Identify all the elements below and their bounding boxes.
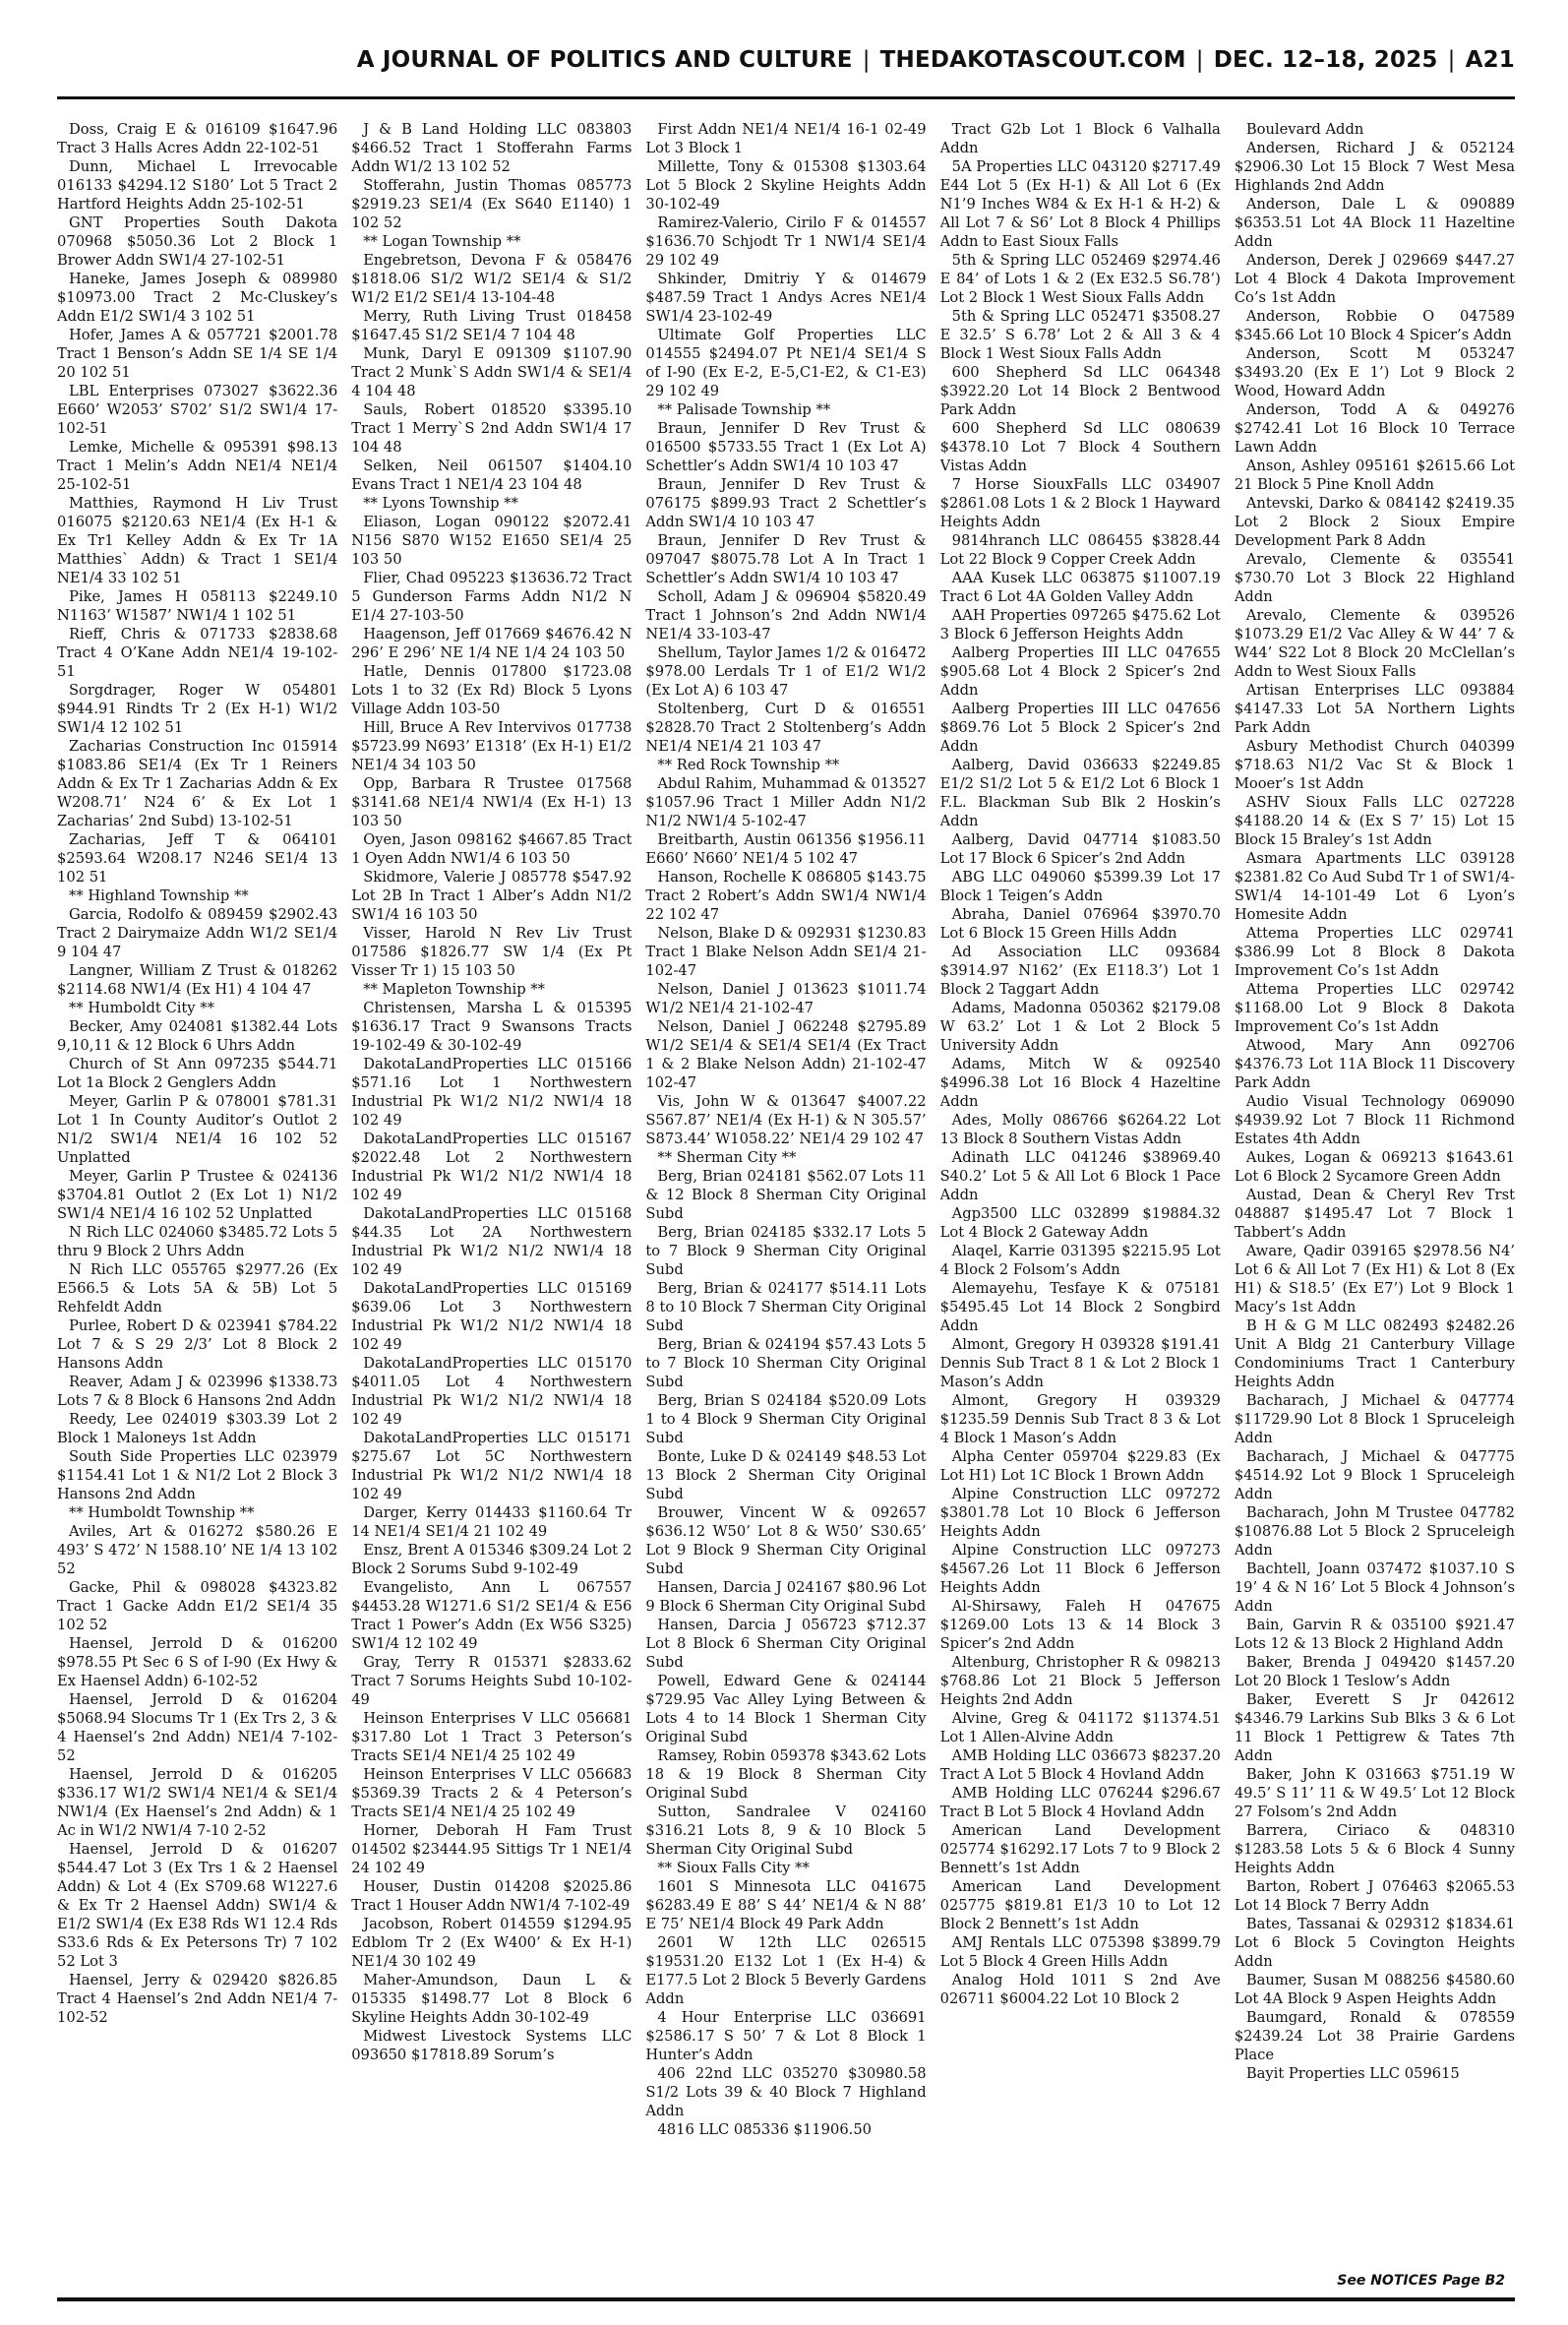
tax-listing: Asmara Apartments LLC 039128 $2381.82 Co Aud Subd Tr 1 of SW1/4-SW1/4 14-101-49 Lot 6 Lyon’s Homesite Addn (1234, 850, 1516, 923)
tax-listing: Bacharach, J Michael & 047774 $11729.90 Lot 8 Block 1 Spruceleigh Addn (1234, 1392, 1516, 1446)
tax-listing: 5A Properties LLC 043120 $2717.49 E44 Lot 5 (Ex H-1) & All Lot 6 (Ex N1’9 Inches W84 & Ex H-1 & H-2) & All Lot 7 & S6’ Lot 8 Block 4 Phillips Addn to East Sioux Falls (939, 158, 1221, 250)
footer-rule (57, 2297, 1515, 2301)
tax-listing: DakotaLandProperties LLC 015166 $571.16 Lot 1 Northwestern Industrial Pk W1/2 N1/2 NW1/4 18 102 49 (351, 1056, 633, 1129)
tax-listing: Selken, Neil 061507 $1404.10 Evans Tract 1 NE1/4 23 104 48 (351, 458, 633, 493)
tax-listing: Hanson, Rochelle K 086805 $143.75 Tract 2 Robert’s Addn SW1/4 NW1/4 22 102 47 (645, 869, 927, 923)
tax-listing: Lemke, Michelle & 095391 $98.13 Tract 1 Melin’s Addn NE1/4 NE1/4 25-102-51 (57, 439, 338, 493)
tax-listing: Aviles, Art & 016272 $580.26 E 493’ S 472’ N 1588.10’ NE 1/4 13 102 52 (57, 1523, 338, 1577)
tax-listing: Nelson, Blake D & 092931 $1230.83 Tract 1 Blake Nelson Addn SE1/4 21- 102-47 (645, 925, 927, 979)
tax-listing: Haneke, James Joseph & 089980 $10973.00 Tract 2 Mc-Cluskey’s Addn E1/2 SW1/4 3 102 51 (57, 271, 338, 325)
tax-listing: ASHV Sioux Falls LLC 027228 $4188.20 14 & (Ex S 7’ 15) Lot 15 Block 15 Braley’s 1st Addn (1234, 794, 1516, 848)
tax-listing: Agp3500 LLC 032899 $19884.32 Lot 4 Block 2 Gateway Addn (939, 1205, 1221, 1241)
tax-listing: Dunn, Michael L Irrevocable 016133 $4294.12 S180’ Lot 5 Tract 2 Hartford Heights Addn 25-102-51 (57, 158, 338, 213)
site-url: THEDAKOTASCOUT.COM (879, 47, 1186, 73)
tax-listing: Anderson, Dale L & 090889 $6353.51 Lot 4A Block 11 Hazeltine Addn (1234, 196, 1516, 250)
tax-listing: Church of St Ann 097235 $544.71 Lot 1a Block 2 Genglers Addn (57, 1056, 338, 1091)
tax-listing: Barrera, Ciriaco & 048310 $1283.58 Lots 5 & 6 Block 4 Sunny Heights Addn (1234, 1822, 1516, 1876)
tax-listing: Ensz, Brent A 015346 $309.24 Lot 2 Block 2 Sorums Subd 9-102-49 (351, 1542, 633, 1577)
tax-listing: Arevalo, Clemente & 039526 $1073.29 E1/2 Vac Alley & W 44’ 7 & W44’ S22 Lot 8 Block 20 McClellan’s Addn to West Sioux Falls (1234, 607, 1516, 680)
column-4 (940, 120, 1221, 2270)
tax-listing: DakotaLandProperties LLC 015168 $44.35 Lot 2A Northwestern Industrial Pk W1/2 N1/2 NW1/4 18 102 49 (351, 1205, 633, 1278)
tax-listing: Baker, John K 031663 $751.19 W 49.5’ S 11’ 11 & W 49.5’ Lot 12 Block 27 Folsom’s 2nd Addn (1234, 1766, 1516, 1820)
tax-listing: Heinson Enterprises V LLC 056681 $317.80 Lot 1 Tract 3 Peterson’s Tracts SE1/4 NE1/4 25 102 49 (351, 1710, 633, 1764)
tax-listing: Meyer, Garlin P & 078001 $781.31 Lot 1 In County Auditor’s Outlot 2 N1/2 SW1/4 NE1/4 16 102 52 Unplatted (57, 1093, 338, 1166)
tax-listing: Anderson, Robbie O 047589 $345.66 Lot 10 Block 4 Spicer’s Addn (1234, 308, 1516, 343)
tax-listing: Heinson Enterprises V LLC 056683 $5369.39 Tracts 2 & 4 Peterson’s Tracts SE1/4 NE1/4 25 102 49 (351, 1766, 633, 1820)
tax-listing: Aalberg, David 047714 $1083.50 Lot 17 Block 6 Spicer’s 2nd Addn (939, 831, 1221, 867)
tax-listing: AMB Holding LLC 076244 $296.67 Tract B Lot 5 Block 4 Hovland Addn (939, 1785, 1221, 1820)
tax-listing: AAH Properties 097265 $475.62 Lot 3 Block 6 Jefferson Heights Addn (939, 607, 1221, 642)
continuation-note: See NOTICES Page B2 (1331, 2273, 1505, 2289)
tax-listing: Andersen, Richard J & 052124 $2906.30 Lot 15 Block 7 West Mesa Highlands 2nd Addn (1234, 140, 1516, 194)
tax-listing: Shellum, Taylor James 1/2 & 016472 $978.00 Lerdals Tr 1 of E1/2 W1/2 (Ex Lot A) 6 103 47 (645, 644, 927, 699)
tax-listing: Altenburg, Christopher R & 098213 $768.86 Lot 21 Block 5 Jefferson Heights 2nd Addn (939, 1654, 1221, 1708)
tax-listing: 406 22nd LLC 035270 $30980.58 S1/2 Lots 39 & 40 Block 7 Highland Addn (645, 2065, 927, 2119)
section-heading: ** Highland Township ** (69, 887, 249, 904)
tax-listing: Alemayehu, Tesfaye K & 075181 $5495.45 Lot 14 Block 2 Songbird Addn (939, 1280, 1221, 1334)
tax-listing: Audio Visual Technology 069090 $4939.92 Lot 7 Block 11 Richmond Estates 4th Addn (1234, 1093, 1516, 1147)
tax-listing: Braun, Jennifer D Rev Trust & 016500 $5733.55 Tract 1 (Ex Lot A) Schettler’s Addn SW1/4 10 103 47 (645, 420, 927, 474)
separator: | (862, 47, 871, 73)
section-heading: ** Humboldt City ** (69, 1000, 214, 1016)
tax-listing: Baker, Brenda J 049420 $1457.20 Lot 20 Block 1 Teslow’s Addn (1234, 1654, 1516, 1689)
tax-listing: Antevski, Darko & 084142 $2419.35 Lot 2 Block 2 Sioux Empire Development Park 8 Addn (1234, 495, 1516, 549)
tax-listing: Aalberg Properties III LLC 047656 $869.76 Lot 5 Block 2 Spicer’s 2nd Addn (939, 701, 1221, 755)
tax-listing: Ad Association LLC 093684 $3914.97 N162’ (Ex E118.3’) Lot 1 Block 2 Taggart Addn (939, 944, 1221, 998)
tax-listing: Atwood, Mary Ann 092706 $4376.73 Lot 11A Block 11 Discovery Park Addn (1234, 1037, 1516, 1091)
tax-listing: Horner, Deborah H Fam Trust 014502 $23444.95 Sittigs Tr 1 NE1/4 24 102 49 (351, 1822, 633, 1876)
tax-listing: Baker, Everett S Jr 042612 $4346.79 Larkins Sub Blks 3 & 6 Lot 11 Block 1 Pettigrew & Tates 7th Addn (1234, 1691, 1516, 1764)
column-3 (645, 120, 926, 2270)
tax-listing: Boulevard Addn (1245, 121, 1364, 138)
notice-columns (57, 120, 1515, 2270)
tax-listing: Anderson, Derek J 029669 $447.27 Lot 4 Block 4 Dakota Improvement Co’s 1st Addn (1234, 252, 1516, 306)
separator: | (1447, 47, 1456, 73)
tax-listing: Berg, Brian 024181 $562.07 Lots 11 & 12 Block 8 Sherman City Original Subd (645, 1168, 927, 1222)
tax-listing: Christensen, Marsha L & 015395 $1636.17 Tract 9 Swansons Tracts 19-102-49 & 30-102-49 (351, 1000, 633, 1054)
tax-listing: Berg, Brian S 024184 $520.09 Lots 1 to 4 Block 9 Sherman City Original Subd (645, 1392, 927, 1446)
tax-listing: Ades, Molly 086766 $6264.22 Lot 13 Block 8 Southern Vistas Addn (939, 1112, 1221, 1147)
tax-listing: Oyen, Jason 098162 $4667.85 Tract 1 Oyen Addn NW1/4 6 103 50 (351, 831, 633, 867)
tax-listing: DakotaLandProperties LLC 015169 $639.06 Lot 3 Northwestern Industrial Pk W1/2 N1/2 NW1/4 18 102 49 (351, 1280, 633, 1353)
tax-listing: AMJ Rentals LLC 075398 $3899.79 Lot 5 Block 4 Green Hills Addn (939, 1934, 1221, 1970)
tax-listing: Bonte, Luke D & 024149 $48.53 Lot 13 Block 2 Sherman City Original Subd (645, 1448, 927, 1502)
tax-listing: Adams, Madonna 050362 $2179.08 W 63.2’ Lot 1 & Lot 2 Block 5 University Addn (939, 1000, 1221, 1054)
tax-listing: Braun, Jennifer D Rev Trust & 076175 $899.93 Tract 2 Schettler’s Addn SW1/4 10 103 47 (645, 476, 927, 530)
tax-listing: Aalberg Properties III LLC 047655 $905.68 Lot 4 Block 2 Spicer’s 2nd Addn (939, 644, 1221, 699)
tax-listing: B H & G M LLC 082493 $2482.26 Unit A Bldg 21 Canterbury Village Condominiums Tract 1 Canterbury Heights Addn (1234, 1317, 1516, 1390)
tax-listing: Hill, Bruce A Rev Intervivos 017738 $5723.99 N693’ E1318’ (Ex H-1) E1/2 NE1/4 34 103 50 (351, 719, 633, 773)
tax-listing: Evangelisto, Ann L 067557 $4453.28 W1271.6 S1/2 SE1/4 & E56 Tract 1 Power’s Addn (Ex W56 S325) SW1/4 12 102 49 (351, 1579, 633, 1652)
tax-listing: Anderson, Todd A & 049276 $2742.41 Lot 16 Block 10 Terrace Lawn Addn (1234, 401, 1516, 456)
tax-listing: Hansen, Darcia J 024167 $80.96 Lot 9 Block 6 Sherman City Original Subd (645, 1579, 927, 1615)
tax-listing: GNT Properties South Dakota 070968 $5050.36 Lot 2 Block 1 Brower Addn SW1/4 27-102-51 (57, 214, 338, 269)
tax-listing: Bacharach, John M Trustee 047782 $10876.88 Lot 5 Block 2 Spruceleigh Addn (1234, 1504, 1516, 1559)
tax-listing: Berg, Brian 024185 $332.17 Lots 5 to 7 Block 9 Sherman City Original Subd (645, 1224, 927, 1278)
tax-listing: Sutton, Sandralee V 024160 $316.21 Lots 8, 9 & 10 Block 5 Sherman City Original Subd (645, 1804, 927, 1858)
tax-listing: Purlee, Robert D & 023941 $784.22 Lot 7 & S 29 2/3’ Lot 8 Block 2 Hansons Addn (57, 1317, 338, 1372)
column-2 (351, 120, 632, 2270)
tax-listing: Breitbarth, Austin 061356 $1956.11 E660’ N660’ NE1/4 5 102 47 (645, 831, 927, 867)
tax-listing: Maher-Amundson, Daun L & 015335 $1498.77 Lot 8 Block 6 Skyline Heights Addn 30-102-49 (351, 1972, 633, 2026)
tax-listing: DakotaLandProperties LLC 015167 $2022.48 Lot 2 Northwestern Industrial Pk W1/2 N1/2 NW1/4 18 102 49 (351, 1131, 633, 1203)
tax-listing: Powell, Edward Gene & 024144 $729.95 Vac Alley Lying Between & Lots 4 to 14 Block 1 Sherman City Original Subd (645, 1673, 927, 1745)
separator: | (1195, 47, 1204, 73)
tax-listing: Tract G2b Lot 1 Block 6 Valhalla Addn (939, 121, 1221, 156)
publication-tagline: A JOURNAL OF POLITICS AND CULTURE (356, 47, 853, 73)
tax-listing: DakotaLandProperties LLC 015171 $275.67 Lot 5C Northwestern Industrial Pk W1/2 N1/2 NW1/4 18 102 49 (351, 1430, 633, 1502)
section-heading: ** Mapleton Township ** (363, 981, 546, 998)
tax-listing: 5th & Spring LLC 052471 $3508.27 E 32.5’ S 6.78’ Lot 2 & All 3 & 4 Block 1 West Sioux Falls Addn (939, 308, 1221, 362)
page-header (0, 0, 1568, 98)
tax-listing: Ramsey, Robin 059378 $343.62 Lots 18 & 19 Block 8 Sherman City Original Subd (645, 1747, 927, 1802)
tax-listing: Abraha, Daniel 076964 $3970.70 Lot 6 Block 15 Green Hills Addn (939, 906, 1221, 942)
tax-listing: Ramirez-Valerio, Cirilo F & 014557 $1636.70 Schjodt Tr 1 NW1/4 SE1/4 29 102 49 (645, 214, 927, 269)
tax-listing: Hatle, Dennis 017800 $1723.08 Lots 1 to 32 (Ex Rd) Block 5 Lyons Village Addn 103-50 (351, 663, 633, 717)
tax-listing: Zacharias Construction Inc 015914 $1083.86 SE1/4 (Ex Tr 1 Reiners Addn & Ex Tr 1 Zacharias Addn & Ex W208.71’ N24 6’ & Ex Lot 1 Zacharias’ 2nd Subd) 13-102-51 (57, 738, 338, 829)
section-heading: ** Red Rock Township ** (657, 757, 840, 773)
tax-listing: LBL Enterprises 073027 $3622.36 E660’ W2053’ S702’ S1/2 SW1/4 17-102-51 (57, 383, 338, 437)
tax-listing: Visser, Harold N Rev Liv Trust 017586 $1826.77 SW 1/4 (Ex Pt Visser Tr 1) 15 103 50 (351, 925, 633, 979)
tax-listing: AAA Kusek LLC 063875 $11007.19 Tract 6 Lot 4A Golden Valley Addn (939, 570, 1221, 605)
tax-listing: Haensel, Jerrold D & 016205 $336.17 W1/2 SW1/4 NE1/4 & SE1/4 NW1/4 (Ex Haensel’s 2nd Addn) & 1 Ac in W1/2 NW1/4 7-10 2-52 (57, 1766, 338, 1839)
tax-listing: Bain, Garvin R & 035100 $921.47 Lots 12 & 13 Block 2 Highland Addn (1234, 1617, 1516, 1652)
tax-listing: Haensel, Jerrold D & 016207 $544.47 Lot 3 (Ex Trs 1 & 2 Haensel Addn) & Lot 4 (Ex S709.68 W1227.6 & Ex Tr 2 Haensel Addn) SW1/4 & E1/2 SW1/4 (Ex E38 Rds W1 12.4 Rds S33.6 Rds & Ex Petersons Tr) 7 102 52 Lot 3 (57, 1841, 338, 1970)
tax-listing: Alpha Center 059704 $229.83 (Ex Lot H1) Lot 1C Block 1 Brown Addn (939, 1448, 1221, 1484)
tax-listing: Meyer, Garlin P Trustee & 024136 $3704.81 Outlot 2 (Ex Lot 1) N1/2 SW1/4 NE1/4 16 102 52 Unplatted (57, 1168, 338, 1222)
masthead-line (357, 47, 1515, 73)
section-heading: ** Sherman City ** (657, 1149, 797, 1166)
tax-listing: Almont, Gregory H 039329 $1235.59 Dennis Sub Tract 8 3 & Lot 4 Block 1 Mason’s Addn (939, 1392, 1221, 1446)
tax-listing: Langner, William Z Trust & 018262 $2114.68 NW1/4 (Ex H1) 4 104 47 (57, 962, 338, 998)
tax-listing: 1601 S Minnesota LLC 041675 $6283.49 E 88’ S 44’ NE1/4 & N 88’ E 75’ NE1/4 Block 49 Park Addn (645, 1878, 927, 1932)
tax-listing: Alvine, Greg & 041172 $11374.51 Lot 1 Allen-Alvine Addn (939, 1710, 1221, 1745)
tax-listing: N Rich LLC 024060 $3485.72 Lots 5 thru 9 Block 2 Uhrs Addn (57, 1224, 338, 1259)
tax-listing: Skidmore, Valerie J 085778 $547.92 Lot 2B In Tract 1 Alber’s Addn N1/2 SW1/4 16 103 50 (351, 869, 633, 923)
tax-listing: Jacobson, Robert 014559 $1294.95 Edblom Tr 2 (Ex W400’ & Ex H-1) NE1/4 30 102 49 (351, 1916, 633, 1970)
tax-listing: Reedy, Lee 024019 $303.39 Lot 2 Block 1 Maloneys 1st Addn (57, 1411, 338, 1446)
tax-listing: Hofer, James A & 057721 $2001.78 Tract 1 Benson’s Addn SE 1/4 SE 1/4 20 102 51 (57, 327, 338, 381)
tax-listing: Adams, Mitch W & 092540 $4996.38 Lot 16 Block 4 Hazeltine Addn (939, 1056, 1221, 1110)
tax-listing: Scholl, Adam J & 096904 $5820.49 Tract 1 Johnson’s 2nd Addn NW1/4 NE1/4 33-103-47 (645, 588, 927, 642)
tax-listing: 4816 LLC 085336 $11906.50 (657, 2121, 873, 2138)
tax-listing: Asbury Methodist Church 040399 $718.63 N1/2 Vac St & Block 1 Mooer’s 1st Addn (1234, 738, 1516, 792)
tax-listing: Bayit Properties LLC 059615 (1245, 2065, 1460, 2082)
tax-listing: Hansen, Darcia J 056723 $712.37 Lot 8 Block 6 Sherman City Original Subd (645, 1617, 927, 1671)
tax-listing: Abdul Rahim, Muhammad & 013527 $1057.96 Tract 1 Miller Addn N1/2 N1/2 NW1/4 5-102-47 (645, 775, 927, 829)
tax-listing: Austad, Dean & Cheryl Rev Trst 048887 $1495.47 Lot 7 Block 1 Tabbert’s Addn (1234, 1187, 1516, 1241)
tax-listing: Haensel, Jerrold D & 016204 $5068.94 Slocums Tr 1 (Ex Trs 2, 3 & 4 Haensel’s 2nd Addn) NE1/4 7-102-52 (57, 1691, 338, 1764)
tax-listing: AMB Holding LLC 036673 $8237.20 Tract A Lot 5 Block 4 Hovland Addn (939, 1747, 1221, 1783)
tax-listing: Midwest Livestock Systems LLC 093650 $17818.89 Sorum’s (351, 2028, 633, 2063)
tax-listing: Ultimate Golf Properties LLC 014555 $2494.07 Pt NE1/4 SE1/4 S of I-90 (Ex E-2, E-5,C1-E2, & C1-E3) 29 102 49 (645, 327, 927, 399)
tax-listing: Bacharach, J Michael & 047775 $4514.92 Lot 9 Block 1 Spruceleigh Addn (1234, 1448, 1516, 1502)
tax-listing: Arevalo, Clemente & 035541 $730.70 Lot 3 Block 22 Highland Addn (1234, 551, 1516, 605)
tax-listing: Haagenson, Jeff 017669 $4676.42 N 296’ E 296’ NE 1/4 NE 1/4 24 103 50 (351, 626, 633, 661)
tax-listing: Baumgard, Ronald & 078559 $2439.24 Lot 38 Prairie Gardens Place (1234, 2009, 1516, 2063)
tax-listing: Almont, Gregory H 039328 $191.41 Dennis Sub Tract 8 1 & Lot 2 Block 1 Mason’s Addn (939, 1336, 1221, 1390)
tax-listing: Houser, Dustin 014208 $2025.86 Tract 1 Houser Addn NW1/4 7-102-49 (351, 1878, 633, 1914)
tax-listing: Barton, Robert J 076463 $2065.53 Lot 14 Block 7 Berry Addn (1234, 1878, 1516, 1914)
header-rule (57, 96, 1515, 99)
tax-listing: Doss, Craig E & 016109 $1647.96 Tract 3 Halls Acres Addn 22-102-51 (57, 121, 338, 156)
tax-listing: Anderson, Scott M 053247 $3493.20 (Ex E 1’) Lot 9 Block 2 Wood, Howard Addn (1234, 345, 1516, 399)
tax-listing: Nelson, Daniel J 013623 $1011.74 W1/2 NE1/4 21-102-47 (645, 981, 927, 1016)
tax-listing: Millette, Tony & 015308 $1303.64 Lot 5 Block 2 Skyline Heights Addn 30-102-49 (645, 158, 927, 213)
tax-listing: Rieff, Chris & 071733 $2838.68 Tract 4 O’Kane Addn NE1/4 19-102-51 (57, 626, 338, 680)
tax-listing: Matthies, Raymond H Liv Trust 016075 $2120.63 NE1/4 (Ex H-1 & Ex Tr1 Kelley Addn & Ex Tr 1A Matthies` Addn) & Tract 1 SE1/4 NE1/4 33 102 51 (57, 495, 338, 586)
tax-listing: 600 Shepherd Sd LLC 080639 $4378.10 Lot 7 Block 4 Southern Vistas Addn (939, 420, 1221, 474)
tax-listing: Sauls, Robert 018520 $3395.10 Tract 1 Merry`S 2nd Addn SW1/4 17 104 48 (351, 401, 633, 456)
tax-listing: Attema Properties LLC 029742 $1168.00 Lot 9 Block 8 Dakota Improvement Co’s 1st Addn (1234, 981, 1516, 1035)
tax-listing: Darger, Kerry 014433 $1160.64 Tr 14 NE1/4 SE1/4 21 102 49 (351, 1504, 633, 1540)
tax-listing: 9814hranch LLC 086455 $3828.44 Lot 22 Block 9 Copper Creek Addn (939, 532, 1221, 568)
tax-listing: Bates, Tassanai & 029312 $1834.61 Lot 6 Block 5 Covington Heights Addn (1234, 1916, 1516, 1970)
tax-listing: Merry, Ruth Living Trust 018458 $1647.45 S1/2 SE1/4 7 104 48 (351, 308, 633, 343)
tax-listing: American Land Development 025775 $819.81 E1/3 10 to Lot 12 Block 2 Bennett’s 1st Addn (939, 1878, 1221, 1932)
tax-listing: Stoltenberg, Curt D & 016551 $2828.70 Tract 2 Stoltenberg’s Addn NE1/4 NE1/4 21 103 47 (645, 701, 927, 755)
tax-listing: Opp, Barbara R Trustee 017568 $3141.68 NE1/4 NW1/4 (Ex H-1) 13 103 50 (351, 775, 633, 829)
tax-listing: Eliason, Logan 090122 $2072.41 N156 S870 W152 E1650 SE1/4 25 103 50 (351, 514, 633, 568)
tax-listing: Al-Shirsawy, Faleh H 047675 $1269.00 Lots 13 & 14 Block 3 Spicer’s 2nd Addn (939, 1598, 1221, 1652)
tax-listing: First Addn NE1/4 NE1/4 16-1 02-49 Lot 3 Block 1 (645, 121, 927, 156)
tax-listing: Becker, Amy 024081 $1382.44 Lots 9,10,11 & 12 Block 6 Uhrs Addn (57, 1018, 338, 1054)
tax-listing: 2601 W 12th LLC 026515 $19531.20 E132 Lot 1 (Ex H-4) & E177.5 Lot 2 Block 5 Beverly Gardens Addn (645, 1934, 927, 2007)
tax-listing: 5th & Spring LLC 052469 $2974.46 E 84’ of Lots 1 & 2 (Ex E32.5 S6.78’) Lot 2 Block 1 West Sioux Falls Addn (939, 252, 1221, 306)
section-heading: ** Logan Township ** (363, 233, 521, 250)
tax-listing: Braun, Jennifer D Rev Trust & 097047 $8075.78 Lot A In Tract 1 Schettler’s Addn SW1/4 10 103 47 (645, 532, 927, 586)
tax-listing: 7 Horse SiouxFalls LLC 034907 $2861.08 Lots 1 & 2 Block 1 Hayward Heights Addn (939, 476, 1221, 530)
tax-listing: Haensel, Jerry & 029420 $826.85 Tract 4 Haensel’s 2nd Addn NE1/4 7- 102-52 (57, 1972, 338, 2026)
tax-listing: Gacke, Phil & 098028 $4323.82 Tract 1 Gacke Addn E1/2 SE1/4 35 102 52 (57, 1579, 338, 1633)
tax-listing: Alaqel, Karrie 031395 $2215.95 Lot 4 Block 2 Folsom’s Addn (939, 1243, 1221, 1278)
tax-listing: Munk, Daryl E 091309 $1107.90 Tract 2 Munk`S Addn SW1/4 & SE1/4 4 104 48 (351, 345, 633, 399)
tax-listing: Reaver, Adam J & 023996 $1338.73 Lots 7 & 8 Block 6 Hansons 2nd Addn (57, 1374, 338, 1409)
tax-listing: DakotaLandProperties LLC 015170 $4011.05 Lot 4 Northwestern Industrial Pk W1/2 N1/2 NW1/4 18 102 49 (351, 1355, 633, 1428)
issue-date: DEC. 12–18, 2025 (1213, 47, 1438, 73)
tax-listing: J & B Land Holding LLC 083803 $466.52 Tract 1 Stofferahn Farms Addn W1/2 13 102 52 (351, 121, 633, 175)
tax-listing: Berg, Brian & 024177 $514.11 Lots 8 to 10 Block 7 Sherman City Original Subd (645, 1280, 927, 1334)
section-heading: ** Humboldt Township ** (69, 1504, 255, 1521)
tax-listing: Engebretson, Devona F & 058476 $1818.06 S1/2 W1/2 SE1/4 & S1/2 W1/2 E1/2 SE1/4 13-104-48 (351, 252, 633, 306)
section-heading: ** Sioux Falls City ** (657, 1860, 810, 1876)
tax-listing: N Rich LLC 055765 $2977.26 (Ex E566.5 & Lots 5A & 5B) Lot 5 Rehfeldt Addn (57, 1261, 338, 1315)
tax-listing: Artisan Enterprises LLC 093884 $4147.33 Lot 5A Northern Lights Park Addn (1234, 682, 1516, 736)
tax-listing: Anson, Ashley 095161 $2615.66 Lot 21 Block 5 Pine Knoll Addn (1234, 458, 1516, 493)
tax-listing: Baumer, Susan M 088256 $4580.60 Lot 4A Block 9 Aspen Heights Addn (1234, 1972, 1516, 2007)
tax-listing: Attema Properties LLC 029741 $386.99 Lot 8 Block 8 Dakota Improvement Co’s 1st Addn (1234, 925, 1516, 979)
tax-listing: Flier, Chad 095223 $13636.72 Tract 5 Gunderson Farms Addn N1/2 N E1/4 27-103-50 (351, 570, 633, 624)
section-heading: ** Palisade Township ** (657, 401, 831, 418)
tax-listing: ABG LLC 049060 $5399.39 Lot 17 Block 1 Teigen’s Addn (939, 869, 1221, 904)
tax-listing: 4 Hour Enterprise LLC 036691 $2586.17 S 50’ 7 & Lot 8 Block 1 Hunter’s Addn (645, 2009, 927, 2063)
tax-listing: Pike, James H 058113 $2249.10 N1163’ W1587’ NW1/4 1 102 51 (57, 588, 338, 624)
tax-listing: Berg, Brian & 024194 $57.43 Lots 5 to 7 Block 10 Sherman City Original Subd (645, 1336, 927, 1390)
tax-listing: Nelson, Daniel J 062248 $2795.89 W1/2 SE1/4 & SE1/4 SE1/4 (Ex Tract 1 & 2 Blake Nelson Addn) 21-102-47 102-47 (645, 1018, 927, 1091)
column-5 (1235, 120, 1515, 2270)
tax-listing: Garcia, Rodolfo & 089459 $2902.43 Tract 2 Dairymaize Addn W1/2 SE1/4 9 104 47 (57, 906, 338, 960)
tax-listing: Sorgdrager, Roger W 054801 $944.91 Rindts Tr 2 (Ex H-1) W1/2 SW1/4 12 102 51 (57, 682, 338, 736)
tax-listing: Haensel, Jerrold D & 016200 $978.55 Pt Sec 6 S of I-90 (Ex Hwy & Ex Haensel Addn) 6-102-52 (57, 1635, 338, 1689)
tax-listing: Gray, Terry R 015371 $2833.62 Tract 7 Sorums Heights Subd 10-102-49 (351, 1654, 633, 1708)
tax-listing: Brouwer, Vincent W & 092657 $636.12 W50’ Lot 8 & W50’ S30.65’ Lot 9 Block 9 Sherman City Original Subd (645, 1504, 927, 1577)
tax-listing: American Land Development 025774 $16292.17 Lots 7 to 9 Block 2 Bennett’s 1st Addn (939, 1822, 1221, 1876)
tax-listing: Zacharias, Jeff T & 064101 $2593.64 W208.17 N246 SE1/4 13 102 51 (57, 831, 338, 886)
tax-listing: Aukes, Logan & 069213 $1643.61 Lot 6 Block 2 Sycamore Green Addn (1234, 1149, 1516, 1185)
tax-listing: Shkinder, Dmitriy Y & 014679 $487.59 Tract 1 Andys Acres NE1/4 SW1/4 23-102-49 (645, 271, 927, 325)
tax-listing: Vis, John W & 013647 $4007.22 S567.87’ NE1/4 (Ex H-1) & N 305.57’ S873.44’ W1058.22’ NE1/4 29 102 47 (645, 1093, 927, 1147)
tax-listing: Bachtell, Joann 037472 $1037.10 S 19’ 4 & N 16’ Lot 5 Block 4 Johnson’s Addn (1234, 1560, 1516, 1615)
column-1 (57, 120, 337, 2270)
tax-listing: Stofferahn, Justin Thomas 085773 $2919.23 SE1/4 (Ex S640 E1140) 1 102 52 (351, 177, 633, 231)
tax-listing: Alpine Construction LLC 097272 $3801.78 Lot 10 Block 6 Jefferson Heights Addn (939, 1486, 1221, 1540)
tax-listing: Adinath LLC 041246 $38969.40 S40.2’ Lot 5 & All Lot 6 Block 1 Pace Addn (939, 1149, 1221, 1203)
page-number: A21 (1465, 47, 1515, 73)
tax-listing: South Side Properties LLC 023979 $1154.41 Lot 1 & N1/2 Lot 2 Block 3 Hansons 2nd Addn (57, 1448, 338, 1502)
tax-listing: Aalberg, David 036633 $2249.85 E1/2 S1/2 Lot 5 & E1/2 Lot 6 Block 1 F.L. Blackman Sub Blk 2 Hoskin’s Addn (939, 757, 1221, 829)
tax-listing: Alpine Construction LLC 097273 $4567.26 Lot 11 Block 6 Jefferson Heights Addn (939, 1542, 1221, 1596)
tax-listing: Analog Hold 1011 S 2nd Ave 026711 $6004.22 Lot 10 Block 2 (939, 1972, 1221, 2007)
tax-listing: Aware, Qadir 039165 $2978.56 N4’ Lot 6 & All Lot 7 (Ex H1) & Lot 8 (Ex H1) & S18.5’ (Ex E7’) Lot 9 Block 1 Macy’s 1st Addn (1234, 1243, 1516, 1315)
tax-listing: 600 Shepherd Sd LLC 064348 $3922.20 Lot 14 Block 2 Bentwood Park Addn (939, 364, 1221, 418)
section-heading: ** Lyons Township ** (363, 495, 518, 512)
